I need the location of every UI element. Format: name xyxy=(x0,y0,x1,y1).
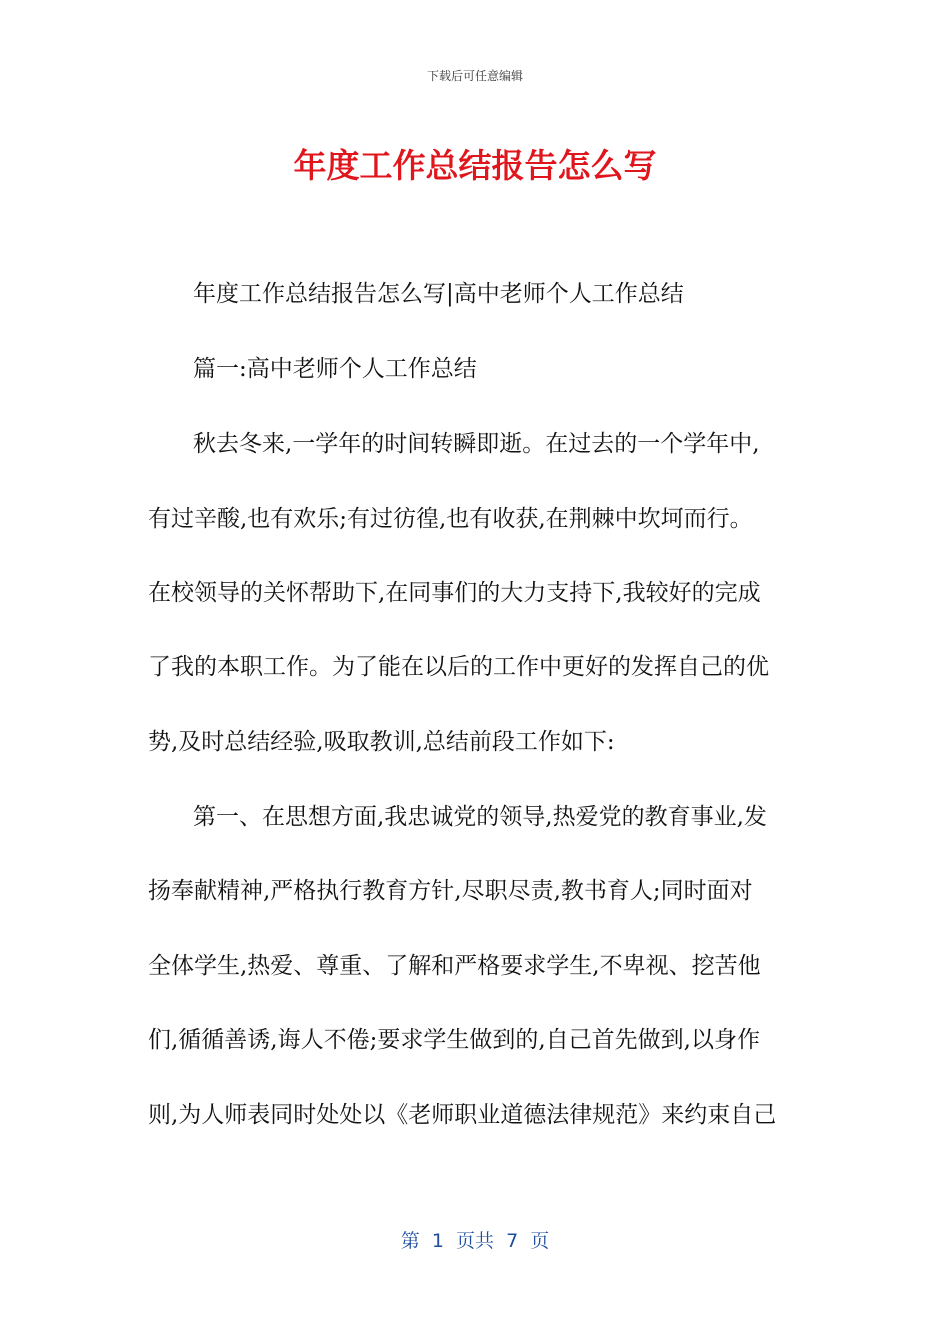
paragraph-line: 秋去冬来,一学年的时间转瞬即逝。在过去的一个学年中, xyxy=(193,431,760,457)
paragraph-line: 扬奉献精神,严格执行教育方针,尽职尽责,教书育人;同时面对 xyxy=(148,878,753,904)
paragraph-line: 了我的本职工作。为了能在以后的工作中更好的发挥自己的优 xyxy=(148,654,769,680)
paragraph-line: 则,为人师表同时处处以《老师职业道德法律规范》来约束自己 xyxy=(148,1102,777,1128)
paragraph-line: 有过辛酸,也有欢乐;有过彷徨,也有收获,在荆棘中坎坷而行。 xyxy=(148,506,753,532)
section-heading: 篇一:高中老师个人工作总结 xyxy=(193,356,477,382)
paragraph-line: 在校领导的关怀帮助下,在同事们的大力支持下,我较好的完成 xyxy=(148,580,761,606)
document-title: 年度工作总结报告怎么写 xyxy=(293,146,657,185)
paragraph-line: 第一、在思想方面,我忠诚党的领导,热爱党的教育事业,发 xyxy=(193,804,767,830)
paragraph-line: 势,及时总结经验,吸取教训,总结前段工作如下: xyxy=(148,729,615,755)
page-number-footer: 第 1 页共 7 页 xyxy=(400,1230,550,1252)
header-note: 下载后可任意编辑 xyxy=(426,69,523,83)
paragraph-line: 们,循循善诱,诲人不倦;要求学生做到的,自己首先做到,以身作 xyxy=(148,1027,760,1053)
paragraph-line: 全体学生,热爱、尊重、了解和严格要求学生,不卑视、挖苦他 xyxy=(148,953,761,979)
subtitle-line: 年度工作总结报告怎么写|高中老师个人工作总结 xyxy=(193,281,684,307)
